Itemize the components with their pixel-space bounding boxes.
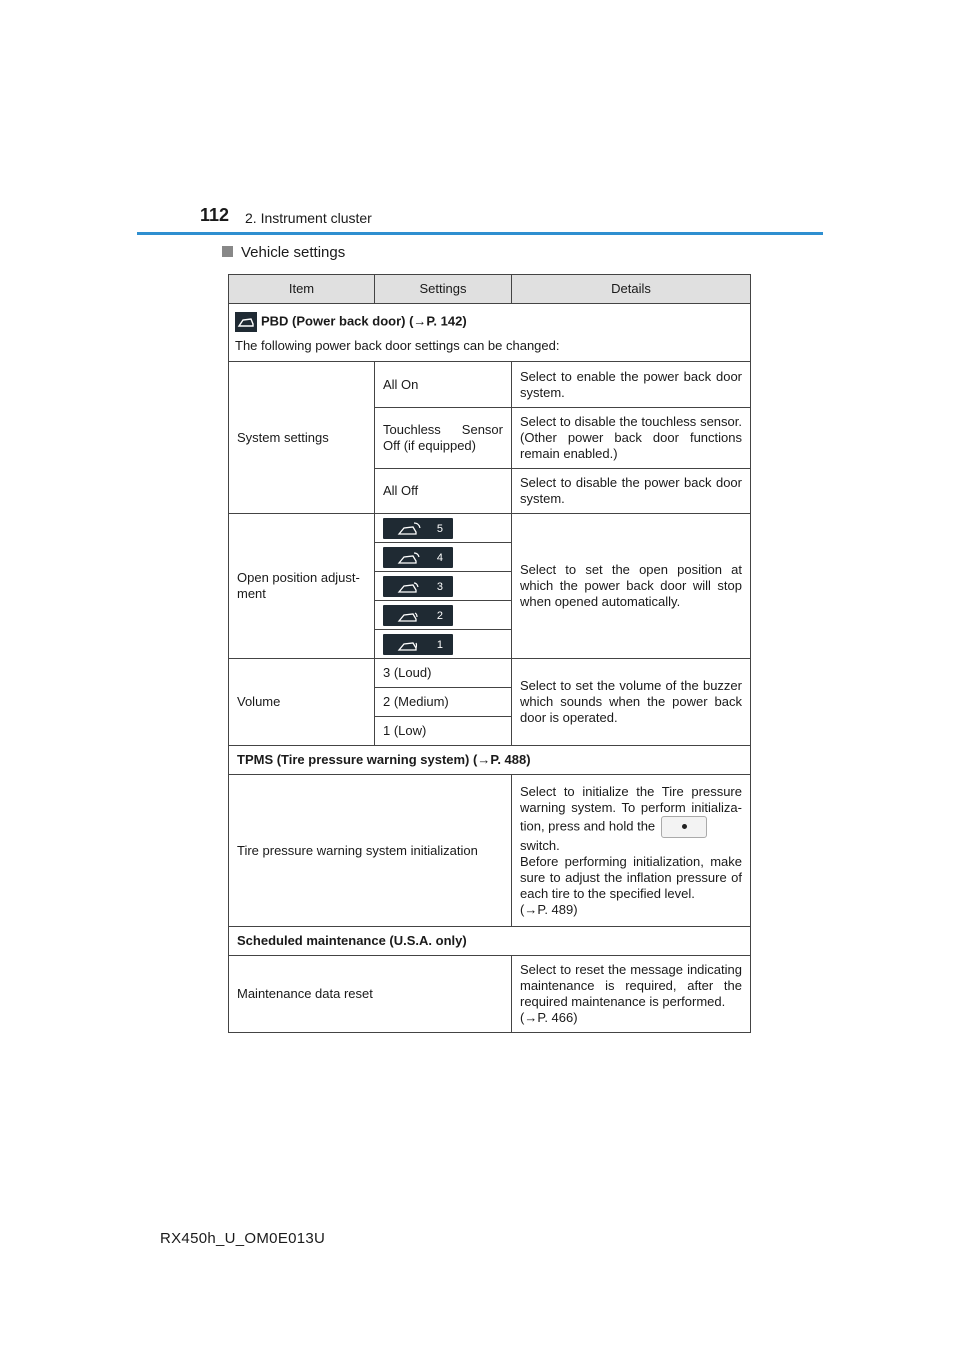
page-number: 112 xyxy=(200,205,230,225)
tpms-detail-ref: (→P. 489) xyxy=(520,901,578,917)
document-code: RX450h_U_OM0E013U xyxy=(160,1230,326,1247)
table-row xyxy=(229,956,751,1033)
level-number: 2 xyxy=(436,609,443,622)
tpms-detail-b: switch. xyxy=(520,837,560,853)
vehicle-settings-table xyxy=(228,274,751,1033)
setting-touchless-sensor-off: Touchless Sensor Off (if equipped) xyxy=(375,408,512,469)
open-position-detail: Select to set the open position at which the power back door will stop when opened automatically. xyxy=(512,514,751,659)
maintenance-group-row xyxy=(229,927,751,956)
pbd-group-row xyxy=(229,304,751,362)
volume-detail: Select to set the volume of the buzzer which sounds when the power back door is operated. xyxy=(512,659,751,746)
open-position-level xyxy=(375,514,512,543)
table-row xyxy=(229,659,751,688)
system-settings-label: System settings xyxy=(229,362,375,514)
tpms-detail-a: Select to initialize the Tire pressure warning system. To perform initializa-tion, press and hold the xyxy=(520,783,742,833)
column-header-details: Details xyxy=(512,275,751,304)
maintenance-item: Maintenance data reset xyxy=(229,956,512,1033)
open-position-level xyxy=(375,630,512,659)
table-row xyxy=(229,775,751,927)
pbd-group-cell xyxy=(229,304,751,362)
maintenance-detail-text: Select to reset the message indicating maintenance is required, after the required maintenance is performed. xyxy=(520,962,742,1009)
detail-all-off: Select to disable the power back door system. xyxy=(512,469,751,514)
table-header-row xyxy=(229,275,751,304)
level-number: 3 xyxy=(436,580,443,593)
table-row xyxy=(229,362,751,408)
header-rule xyxy=(137,232,823,235)
door-open-position-icon xyxy=(383,518,453,539)
pbd-subtitle: The following power back door settings can be changed: xyxy=(235,337,560,353)
open-position-level xyxy=(375,601,512,630)
tpms-detail-text xyxy=(520,784,742,838)
tpms-detail-c: Before performing initialization, make sure to adjust the inflation pressure of each tire to the specified level. xyxy=(520,853,742,901)
column-header-settings: Settings xyxy=(375,275,512,304)
table-row xyxy=(229,514,751,543)
open-position-level xyxy=(375,543,512,572)
level-number: 5 xyxy=(436,522,443,535)
volume-level-medium: 2 (Medium) xyxy=(375,688,512,717)
maintenance-detail xyxy=(512,956,751,1033)
tpms-item: Tire pressure warning system initialization xyxy=(229,775,512,927)
open-position-level xyxy=(375,572,512,601)
section-heading xyxy=(222,244,345,261)
pbd-title: PBD (Power back door) (→P. 142) xyxy=(261,312,467,328)
tpms-detail xyxy=(512,775,751,927)
maintenance-title: Scheduled maintenance (U.S.A. only) xyxy=(229,927,751,956)
power-back-door-icon xyxy=(235,312,257,332)
volume-level-low: 1 (Low) xyxy=(375,717,512,746)
detail-all-on: Select to enable the power back door system. xyxy=(512,362,751,408)
section-title: Vehicle settings xyxy=(241,244,346,261)
level-number: 1 xyxy=(436,638,443,651)
open-position-label: Open position adjust-ment xyxy=(229,514,375,659)
door-open-position-icon xyxy=(383,576,453,597)
door-open-position-icon xyxy=(383,634,453,655)
square-bullet-icon xyxy=(222,246,233,257)
setting-all-on: All On xyxy=(375,362,512,408)
tpms-switch-icon xyxy=(661,816,707,838)
door-open-position-icon xyxy=(383,547,453,568)
setting-all-off: All Off xyxy=(375,469,512,514)
column-header-item: Item xyxy=(229,275,375,304)
level-number: 4 xyxy=(436,551,443,564)
volume-level-loud: 3 (Loud) xyxy=(375,659,512,688)
volume-label: Volume xyxy=(229,659,375,746)
chapter-title: 2. Instrument cluster xyxy=(245,210,372,226)
detail-touchless-sensor-off: Select to disable the touchless sensor. (Other power back door functions remain enabled.) xyxy=(512,408,751,469)
tpms-group-row xyxy=(229,746,751,775)
tpms-title: TPMS (Tire pressure warning system) (→P. 488) xyxy=(229,746,751,775)
maintenance-detail-ref: (→P. 466) xyxy=(520,1010,578,1025)
pbd-heading xyxy=(235,312,744,332)
door-open-position-icon xyxy=(383,605,453,626)
